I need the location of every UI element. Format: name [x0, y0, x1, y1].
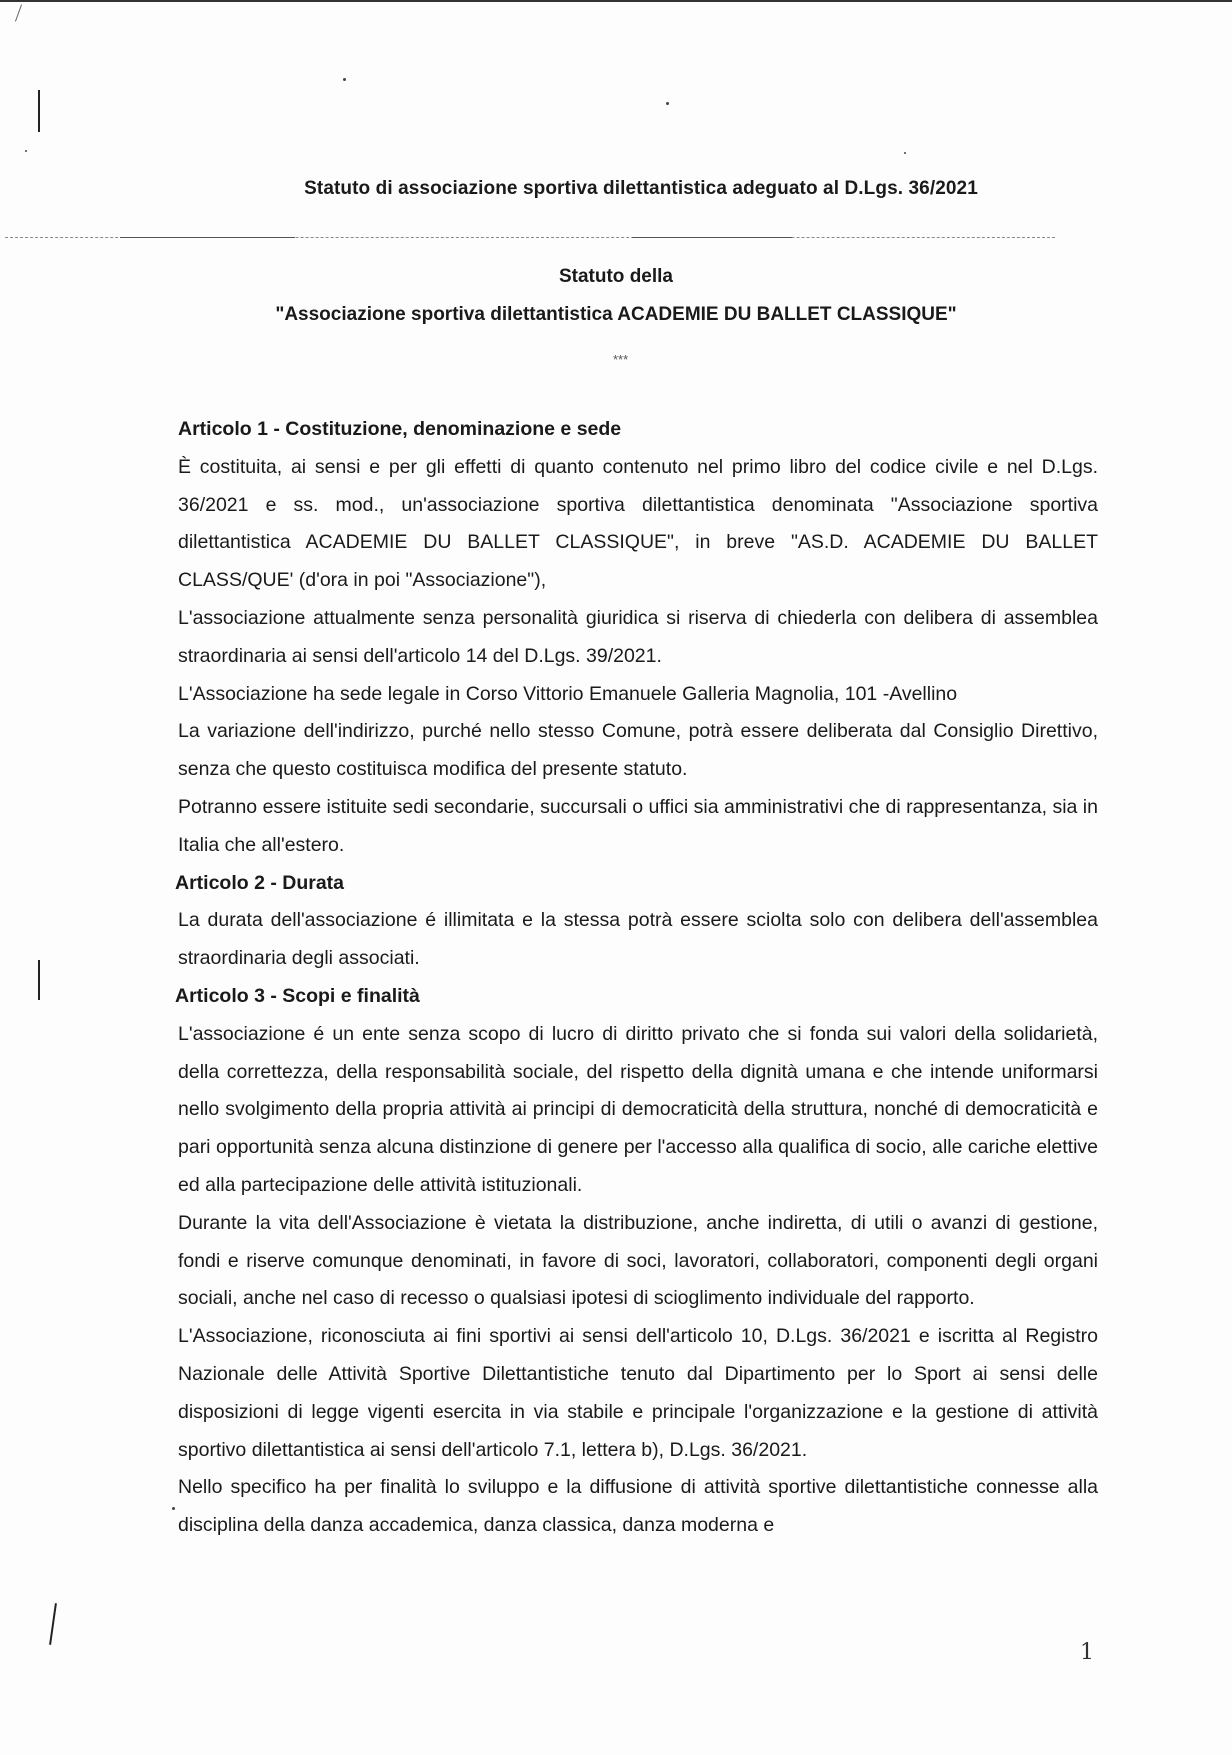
scan-speck	[25, 150, 27, 152]
title-line-2: "Associazione sportiva dilettantistica ACADEMIE DU BALLET CLASSIQUE"	[275, 304, 957, 325]
title-separator: ***	[613, 352, 629, 367]
article-1-heading: Articolo 1 - Costituzione, denominazione e sede	[178, 418, 622, 440]
document-header: Statuto di associazione sportiva dilettantistica adeguato al D.Lgs. 36/2021	[304, 178, 978, 199]
statute-title	[0, 258, 1232, 334]
scan-margin-mark-3	[49, 1603, 57, 1645]
article-3-heading: Articolo 3 - Scopi e finalità	[175, 984, 420, 1007]
article-1-paragraph: Potranno essere istituite sedi secondarie, succursali o uffici sia amministrativi che di rappresentanza, sia in Italia che all'estero.	[178, 795, 1098, 856]
header-separator-solid	[120, 237, 295, 238]
article-2-paragraph: La durata dell'associazione é illimitata e la stessa potrà essere sciolta solo con delibera dell'assemblea straordinaria degli associati.	[178, 909, 1098, 970]
scan-corner-mark	[15, 4, 22, 21]
article-3-paragraph: L'Associazione, riconosciuta ai fini sportivi ai sensi dell'articolo 10, D.Lgs. 36/2021 e iscritta al Registro Nazionale delle Attività Sportive Dilettantistiche tenuto dal Dipartimento per lo Sport ai sensi delle disposizioni di legge vigenti esercita in via stabile e principale l'organizzazione e la gestione di attività sportivo dilettantistica ai sensi dell'articolo 7.1, lettera b), D.Lgs. 36/2021.	[178, 1325, 1098, 1461]
scan-top-border	[0, 0, 1232, 2]
article-1-paragraph: L'associazione attualmente senza personalità giuridica si riserva di chiederla con delibera di assemblea straordinaria ai sensi dell'articolo 14 del D.Lgs. 39/2021.	[178, 606, 1098, 667]
scan-speck	[904, 152, 906, 154]
scan-margin-mark-1	[38, 90, 40, 132]
article-2-heading: Articolo 2 - Durata	[175, 871, 345, 894]
header-separator-solid	[632, 237, 792, 238]
scan-speck	[172, 1507, 175, 1510]
article-3-paragraph: L'associazione é un ente senza scopo di lucro di diritto privato che si fonda sui valori della solidarietà, della correttezza, della responsabilità sociale, del rispetto della dignità umana e che intende uniformarsi nello svolgimento della propria attività ai principi di democraticità della struttura, nonché di democraticità e pari opportunità senza alcuna distinzione di genere per l'accesso alla qualifica di socio, alle cariche elettive ed alla partecipazione delle attività istituzionali.	[178, 1022, 1098, 1196]
article-1-paragraph: La variazione dell'indirizzo, purché nello stesso Comune, potrà essere deliberata dal Consiglio Direttivo, senza che questo costituisca modifica del presente statuto.	[178, 720, 1098, 781]
article-1-paragraph: È costituita, ai sensi e per gli effetti di quanto contenuto nel primo libro del codice civile e nel D.Lgs. 36/2021 e ss. mod., un'associazione sportiva dilettantistica denominata "Associazione sportiva dilettantistica ACADEMIE DU BALLET CLASSIQUE", in breve "AS.D. ACADEMIE DU BALLET CLASS/QUE' (d'ora in poi "Associazione"),	[178, 455, 1098, 592]
document-body	[175, 411, 1098, 1545]
scan-speck	[343, 78, 346, 81]
page-number: 1	[1080, 1640, 1094, 1665]
article-3-paragraph: Nello specifico ha per finalità lo sviluppo e la diffusione di attività sportive dilettantistiche connesse alla disciplina della danza accademica, danza classica, danza moderna e	[178, 1476, 1098, 1537]
scan-margin-mark-2	[38, 960, 40, 1000]
article-3-paragraph: Durante la vita dell'Associazione è vietata la distribuzione, anche indiretta, di utili o avanzi di gestione, fondi e riserve comunque denominati, in favore di soci, lavoratori, collaboratori, componenti degli organi sociali, anche nel caso di recesso o qualsiasi ipotesi di scioglimento individuale del rapporto.	[178, 1211, 1098, 1310]
title-line-1: Statuto della	[558, 266, 673, 287]
scan-speck	[666, 102, 669, 105]
article-1-paragraph: L'Associazione ha sede legale in Corso Vittorio Emanuele Galleria Magnolia, 101 -Avellino	[178, 682, 958, 705]
